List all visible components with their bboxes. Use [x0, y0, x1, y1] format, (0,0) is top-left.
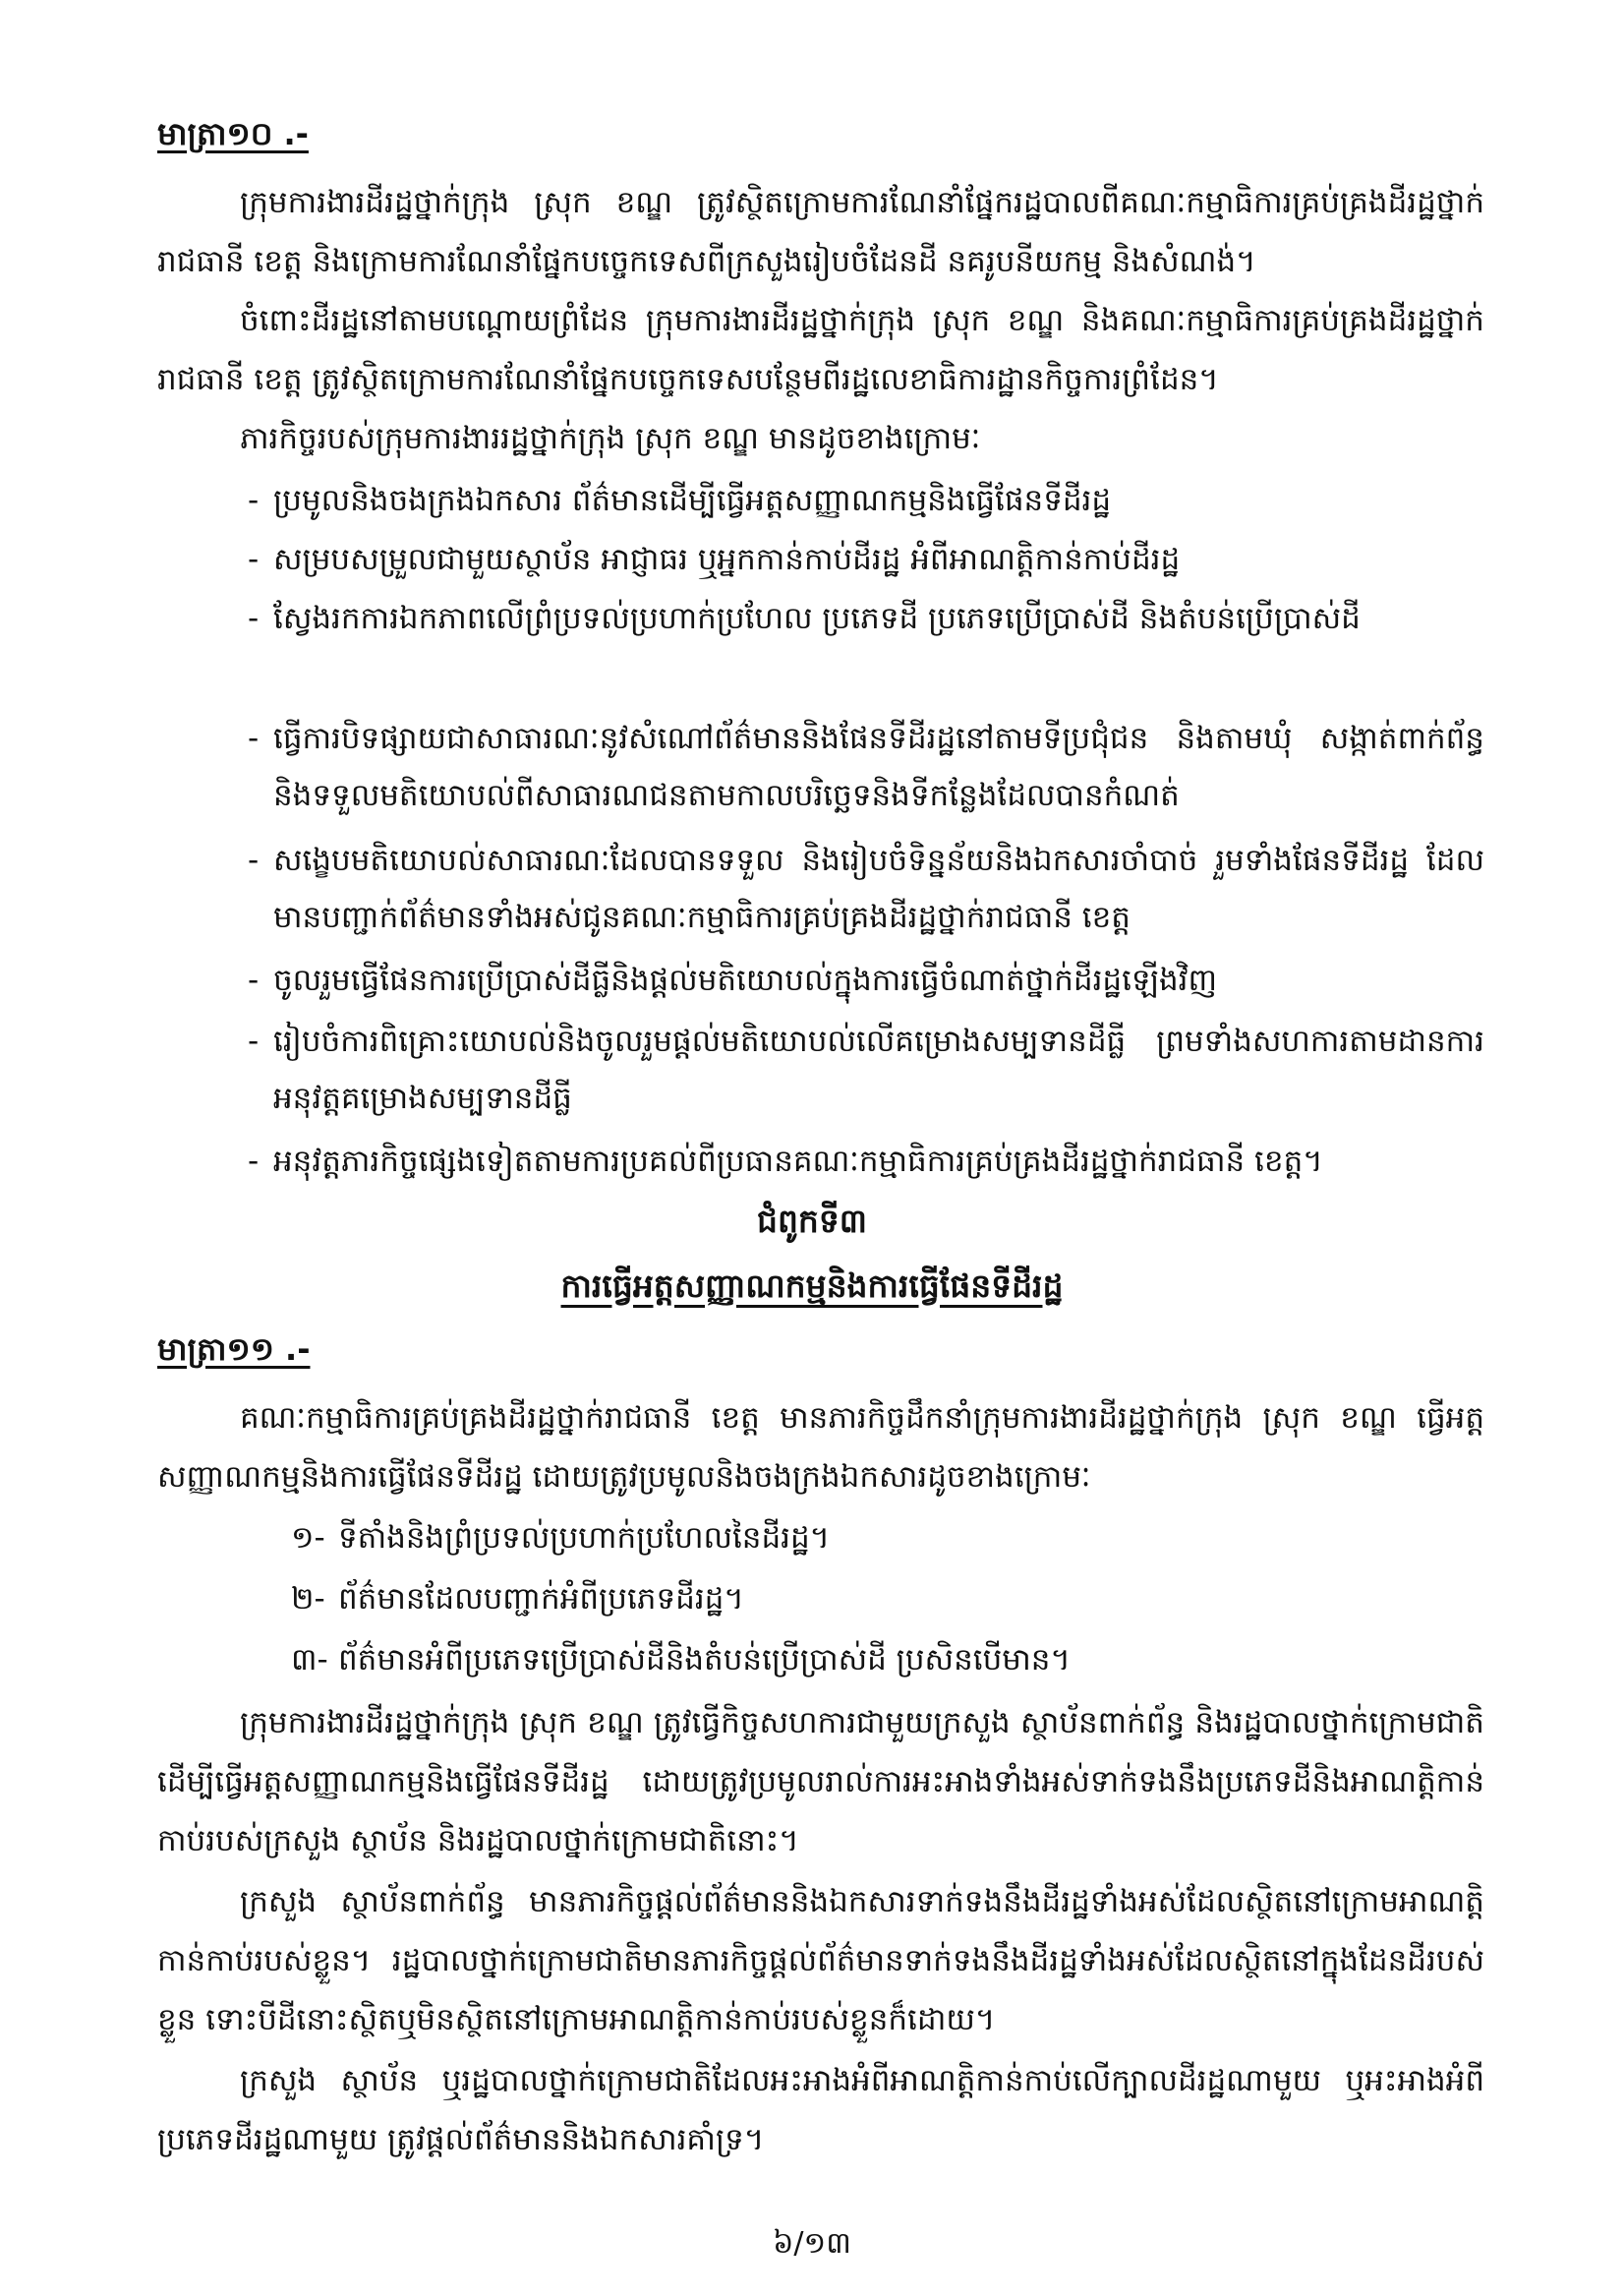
numbered-item-2: [291, 1569, 744, 1628]
item-text: ព័ត៌មានដែលបញ្ជាក់អំពីប្រភេទដីរដ្ឋ។: [338, 1581, 744, 1617]
task-item-7: [248, 1013, 1484, 1127]
task-item-1: [248, 472, 1484, 529]
task-text: ស្វែងរកការឯកភាពលើព្រំប្រទល់ប្រហាក់ប្រហែល ប្រភេទដី ប្រភេទប្រើប្រាស់ដី និងតំបន់ប្រើប្រាស់ដី: [273, 601, 1361, 636]
article-11-paragraph-2: ក្រុមការងារដីរដ្ឋថ្នាក់ក្រុង ស្រុក ខណ្ឌ ត្រូវធ្វើកិច្ចសហការជាមួយក្រសួង ស្ថាប័នពាក់ព័ន្ធ និងរដ្ឋបាលថ្នាក់ក្រោមជាតិ ដើម្បីធ្វើអត្តសញ្ញាណកម្មនិងធ្វើផែនទីដីរដ្ឋ ដោយត្រូវប្រមូលរាល់ការអះអាងទាំងអស់ទាក់ទងនឹងប្រភេទដីនិងអាណត្តិកាន់កាប់របស់ក្រសួង ស្ថាប័ន និងរដ្ឋបាលថ្នាក់ក្រោមជាតិនោះ។: [157, 1705, 1484, 1858]
article-11-paragraph-3: ក្រសួង ស្ថាប័នពាក់ព័ន្ធ មានភារកិច្ចផ្តល់ព័ត៌មាននិងឯកសារទាក់ទងនឹងដីរដ្ឋទាំងអស់ដែលស្ថិតនៅក្រោមអាណត្តិកាន់កាប់របស់ខ្លួន។ រដ្ឋបាលថ្នាក់ក្រោមជាតិមានភារកិច្ចផ្តល់ព័ត៌មានទាក់ទងនឹងដីរដ្ឋទាំងអស់ដែលស្ថិតនៅក្នុងដែនដីរបស់ខ្លួន ទោះបីដីនោះស្ថិតឬមិនស្ថិតនៅក្រោមអាណត្តិកាន់កាប់របស់ខ្លួនក៏ដោយ។: [157, 1884, 1484, 2037]
list-dash: -: [248, 542, 260, 577]
list-dash: -: [248, 601, 260, 636]
article-11-paragraph-4: ក្រសួង ស្ថាប័ន ឬរដ្ឋបាលថ្នាក់ក្រោមជាតិដែលអះអាងអំពីអាណត្តិកាន់កាប់លើក្បាលដីរដ្ឋណាមួយ ឬអះអាងអំពីប្រភេទដីរដ្ឋណាមួយ ត្រូវផ្តល់ព័ត៌មាននិងឯកសារគាំទ្រ។: [157, 2063, 1484, 2157]
article-10-paragraph-3: ភារកិច្ចរបស់ក្រុមការងាររដ្ឋថ្នាក់ក្រុង ស្រុក ខណ្ឌ មានដូចខាងក្រោមៈ: [240, 421, 981, 456]
article-10-heading: មាត្រា១០ .-: [157, 115, 309, 152]
task-text: ធ្វើការបិទផ្សាយជាសាធារណៈនូវសំណៅព័ត៌មាននិងផែនទីដីរដ្ឋនៅតាមទីប្រជុំជន និងតាមឃុំ សង្កាត់ពាក់ព័ន្ធ និងទទួលមតិយោបល់ពីសាធារណជនតាមកាលបរិច្ឆេទនិងទីកន្លែងដែលបានកំណត់: [273, 721, 1484, 813]
item-text: ទីតាំងនិងព្រំប្រទល់ប្រហាក់ប្រហែលនៃដីរដ្ឋ។: [338, 1520, 831, 1556]
task-item-4: [248, 710, 1484, 824]
chapter-label: ជំពូកទី៣: [757, 1202, 867, 1240]
task-item-5: [248, 832, 1484, 946]
task-text: ប្រមូលនិងចងក្រងឯកសារ ព័ត៌មានដើម្បីធ្វើអត្តសញ្ញាណកម្មនិងធ្វើផែនទីដីរដ្ឋ: [273, 483, 1112, 518]
task-item-8: [248, 1133, 1484, 1190]
article-10-paragraph-2: ចំពោះដីរដ្ឋនៅតាមបណ្តោយព្រំដែន ក្រុមការងារដីរដ្ឋថ្នាក់ក្រុង ស្រុក ខណ្ឌ និងគណៈកម្មាធិការគ្រប់គ្រងដីរដ្ឋថ្នាក់រាជធានី ខេត្ត ត្រូវស្ថិតក្រោមការណែនាំផ្នែកបច្ចេកទេសបន្ថែមពីរដ្ឋលេខាធិការដ្ឋានកិច្ចការព្រំដែន។: [157, 303, 1484, 397]
task-text: ចូលរួមធ្វើផែនការប្រើប្រាស់ដីធ្លីនិងផ្តល់មតិយោបល់ក្នុងការធ្វើចំណាត់ថ្នាក់ដីរដ្ឋឡើងវិញ: [273, 963, 1217, 998]
item-number: ៣-: [291, 1642, 328, 1678]
task-text: សង្ខេបមតិយោបល់សាធារណៈដែលបានទទួល និងរៀបចំទិន្នន័យនិងឯកសារចាំបាច់ រួមទាំងផែនទីដីរដ្ឋ ដែលមានបញ្ជាក់ព័ត៌មានទាំងអស់ជូនគណៈកម្មាធិការគ្រប់គ្រងដីរដ្ឋថ្នាក់រាជធានី ខេត្ត: [273, 843, 1484, 935]
list-dash: -: [248, 721, 260, 756]
item-text: ព័ត៌មានអំពីប្រភេទប្រើប្រាស់ដីនិងតំបន់ប្រើប្រាស់ដី ប្រសិនបើមាន។: [338, 1642, 1071, 1678]
task-text: សម្របសម្រួលជាមួយស្ថាប័ន អាជ្ញាធរ ឬអ្នកកាន់កាប់ដីរដ្ឋ អំពីអាណត្តិកាន់កាប់ដីរដ្ឋ: [273, 542, 1181, 577]
task-item-3: [248, 590, 1484, 647]
list-dash: -: [248, 1144, 260, 1179]
task-text: រៀបចំការពិគ្រោះយោបល់និងចូលរួមផ្តល់មតិយោបល់លើគម្រោងសម្បទានដីធ្លី ព្រមទាំងសហការតាមដានការអនុវត្តគម្រោងសម្បទានដីធ្លី: [273, 1024, 1484, 1116]
task-item-6: [248, 952, 1484, 1009]
article-10-paragraph-1: ក្រុមការងារដីរដ្ឋថ្នាក់ក្រុង ស្រុក ខណ្ឌ ត្រូវស្ថិតក្រោមការណែនាំផ្នែករដ្ឋបាលពីគណៈកម្មាធិការគ្រប់គ្រងដីរដ្ឋថ្នាក់រាជធានី ខេត្ត និងក្រោមការណែនាំផ្នែកបច្ចេកទេសពីក្រសួងរៀបចំដែនដី នគរូបនីយកម្ម និងសំណង់។: [157, 185, 1484, 279]
list-dash: -: [248, 843, 260, 878]
chapter-title: ការធ្វើអត្តសញ្ញាណកម្មនិងការធ្វើផែនទីដីរដ្ឋ: [560, 1266, 1064, 1305]
page-number: ៦/១៣: [773, 2226, 851, 2261]
item-number: ២-: [291, 1581, 325, 1617]
article-11-paragraph-1: គណៈកម្មាធិការគ្រប់គ្រងដីរដ្ឋថ្នាក់រាជធានី ខេត្ត មានភារកិច្ចដឹកនាំក្រុមការងារដីរដ្ឋថ្នាក់ក្រុង ស្រុក ខណ្ឌ ធ្វើអត្តសញ្ញាណកម្មនិងការធ្វើផែនទីដីរដ្ឋ ដោយត្រូវប្រមូលនិងចងក្រងឯកសារដូចខាងក្រោមៈ: [157, 1400, 1484, 1495]
article-11-heading: មាត្រា១១ .-: [157, 1330, 311, 1368]
list-dash: -: [248, 1024, 260, 1059]
item-number: ១-: [291, 1520, 325, 1556]
task-text: អនុវត្តភារកិច្ចផ្សេងទៀតតាមការប្រគល់ពីប្រធានគណៈកម្មាធិការគ្រប់គ្រងដីរដ្ឋថ្នាក់រាជធានី ខេត្ត។: [273, 1144, 1323, 1179]
task-item-2: [248, 531, 1484, 588]
numbered-item-3: [291, 1630, 1071, 1689]
numbered-item-1: [291, 1508, 830, 1567]
list-dash: -: [248, 963, 260, 998]
list-dash: -: [248, 483, 260, 518]
chapter-title-wrap: [0, 1266, 1624, 1314]
